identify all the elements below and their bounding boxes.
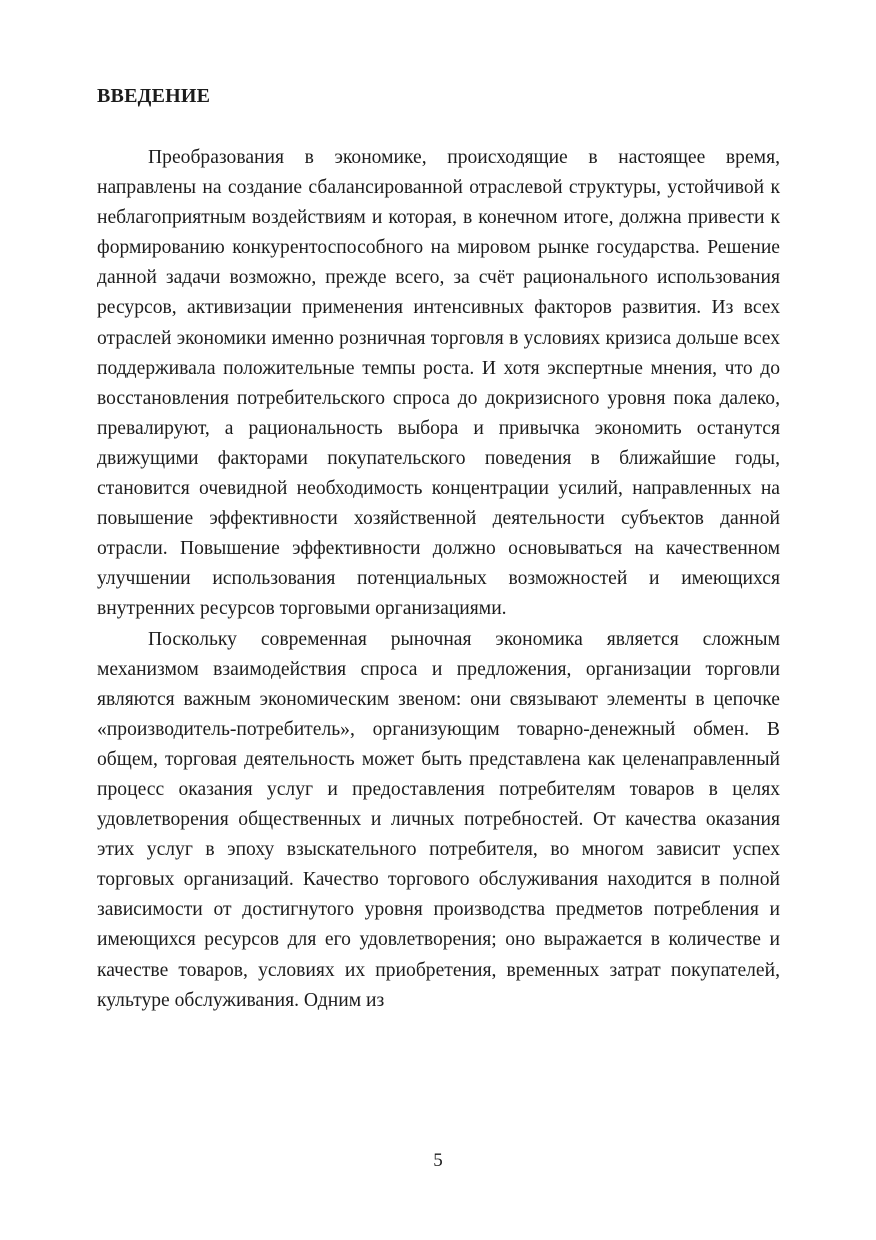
paragraph: Поскольку современная рыночная экономика является сложным механизмом взаимодействия спроса и предложения, организации торговли являются важным экономическим звеном: они связывают элементы в цепочке «производитель-потребитель», организующим товарно-денежный обмен. В общем, торговая деятельность может быть представлена как целенаправленный процесс оказания услуг и предоставления потребителям товаров в целях удовлетворения общественных и личных потребностей. От качества оказания этих услуг в эпоху взыскательного потребителя, во многом зависит успех торговых организаций. Качество торгового обслуживания находится в полной зависимости от достигнутого уровня производства предметов потребления и имеющихся ресурсов для его удовлетворения; оно выражается в количестве и качестве товаров, условиях их приобретения, временных затрат покупателей, культуре обслуживания. Одним из [97, 628, 780, 1011]
body-text [97, 143, 780, 1016]
page-number: 5 [433, 1150, 443, 1171]
paragraph: Преобразования в экономике, происходящие в настоящее время, направлены на создание сбалансированной отраслевой структуры, устойчивой к неблагоприятным воздействиям и которая, в конечном итоге, должна привести к формированию конкурентоспособного на мировом рынке государства. Решение данной задачи возможно, прежде всего, за счёт рационального использования ресурсов, активизации применения интенсивных факторов развития. Из всех отраслей экономики именно розничная торговля в условиях кризиса дольше всех поддерживала положительные темпы роста. И хотя экспертные мнения, что до восстановления потребительского спроса до докризисного уровня пока далеко, превалируют, а рациональность выбора и привычка экономить останутся движущими факторами покупательского поведения в ближайшие годы, становится очевидной необходимость концентрации усилий, направленных на повышение эффективности хозяйственной деятельности субъектов данной отрасли. Повышение эффективности должно основываться на качественном улучшении использования потенциальных возможностей и имеющихся внутренних ресурсов торговыми организациями. [97, 147, 780, 620]
section-heading: ВВЕДЕНИЕ [97, 85, 211, 107]
